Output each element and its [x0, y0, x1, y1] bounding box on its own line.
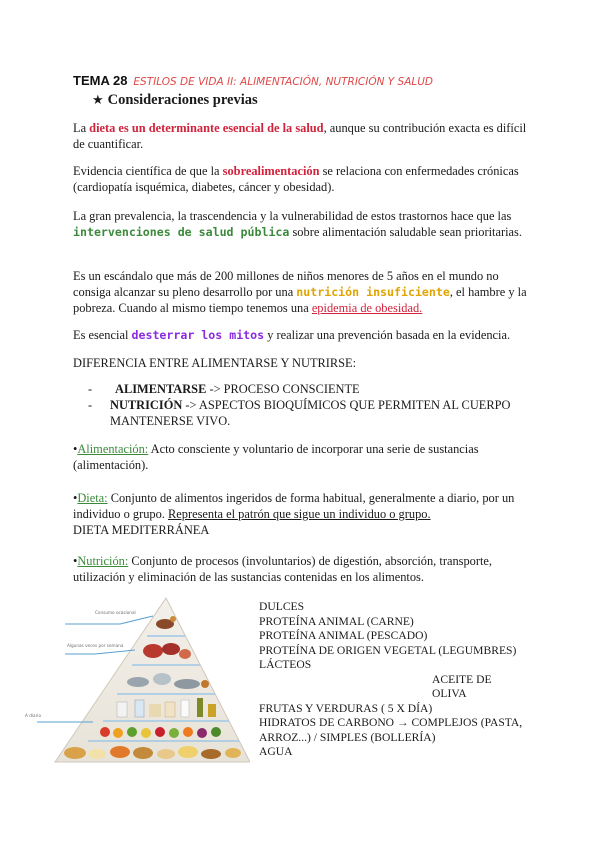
p1-highlight: dieta es un determinante esencial de la salud [89, 121, 324, 135]
p5-highlight: desterrar los mitos [131, 328, 265, 342]
list-item [88, 381, 528, 397]
food-group-list [259, 600, 539, 760]
definition-dieta [73, 490, 533, 538]
bullet-term: ALIMENTARSE [115, 382, 207, 396]
star-icon: ★ [92, 93, 104, 108]
list-item [88, 397, 528, 429]
p2-highlight: sobrealimentación [222, 164, 320, 178]
food-item-oliva: OLIVA [432, 687, 467, 700]
paragraph-sobrealimentacion [73, 163, 533, 195]
paragraph-mitos [73, 327, 533, 343]
bullet-term: NUTRICIÓN [110, 398, 183, 412]
def-underlined: Representa el patrón que sigue un individuo o grupo. [168, 507, 431, 521]
label-consumo-ocasional: Consumo ocasional [95, 610, 136, 615]
fruits-vegetables-icon [100, 727, 221, 738]
bullet-text: -> PROCESO CONSCIENTE [206, 382, 360, 396]
definition-nutricion [73, 553, 533, 585]
p2-text-a: Evidencia científica de que la [73, 164, 223, 178]
p5-text-c: y realizar una prevención basada en la evidencia. [264, 328, 511, 342]
def-text: Conjunto de alimentos ingeridos de forma habitual, generalmente a diario, por un individuo o grupo. [73, 491, 515, 521]
bullet-text: -> ASPECTOS BIOQUÍMICOS QUE PERMITEN AL CUERPO MANTENERSE VIVO. [110, 398, 511, 428]
food-item-pescado: PROTEÍNA ANIMAL (PESCADO) [259, 629, 428, 642]
p3-highlight: intervenciones de salud pública [73, 225, 290, 239]
food-item-vegetal: PROTEÍNA DE ORIGEN VEGETAL (LEGUMBRES) [259, 643, 517, 657]
definition-alimentacion [73, 441, 533, 473]
p4-underlined: epidemia de obesidad. [311, 301, 423, 315]
bullet-list [88, 381, 528, 429]
food-item-agua: AGUA [259, 745, 293, 758]
p3-text-c: sobre alimentación saludable sean prioritarias. [289, 225, 522, 239]
food-pyramid-image [25, 596, 250, 766]
p4-highlight: nutrición insuficiente [296, 285, 450, 299]
p3-text-a: La gran prevalencia, la trascendencia y la vulnerabilidad de estos trastornos hace que las [73, 209, 512, 223]
pyramid-outline [55, 598, 250, 762]
diferencia-heading: DIFERENCIA ENTRE ALIMENTARSE Y NUTRIRSE: [73, 356, 357, 370]
paragraph-escandalo [73, 268, 533, 316]
def-text: Conjunto de procesos (involuntarios) de digestión, absorción, transporte, utilización y eliminación de las sustancias contenidas en los alimentos. [73, 554, 493, 584]
food-item-lacteos: LÁCTEOS [259, 658, 312, 671]
food-item-frutas: FRUTAS Y VERDURAS ( 5 X DÍA) [259, 701, 433, 715]
paragraph-intervenciones [73, 208, 533, 240]
bullet-dash: - [88, 398, 93, 412]
def-mark: • [73, 442, 78, 456]
p4-text-c: , el hambre y la pobreza. Cuando al mismo tiempo tenemos una [73, 285, 527, 315]
p5-text-a: Es esencial [73, 328, 132, 342]
tema-number: TEMA 28 [73, 73, 128, 88]
def-term: Dieta: [77, 491, 108, 505]
label-algunas-veces: Algunas veces por semana [67, 643, 124, 648]
section-heading-text: Consideraciones previas [107, 92, 258, 108]
food-item-dulces: DULCES [259, 600, 305, 613]
def-mark: • [73, 491, 78, 505]
food-item-carne: PROTEÍNA ANIMAL (CARNE) [259, 614, 414, 628]
food-item-aceite: ACEITE DE [432, 672, 492, 686]
paragraph-dieta-determinante [73, 120, 533, 152]
def-term: Alimentación: [77, 442, 149, 456]
p4-text-a: Es un escándalo que más de 200 millones de niños menores de 5 años en el mundo no consiga alcanzar su pleno desarrollo por una [73, 269, 499, 299]
p2-text-c: se relaciona con enfermedades crónicas (cardiopatía isquémica, diabetes, cáncer y obesidad). [73, 164, 519, 194]
section-heading [92, 92, 258, 109]
def-term: Nutrición: [77, 554, 129, 568]
p1-text-a: La [73, 121, 90, 135]
def-text: Acto consciente y voluntario de incorporar una serie de sustancias (alimentación). [73, 442, 479, 472]
title-row [73, 73, 433, 90]
bullet-dash: - [88, 382, 93, 396]
tema-topic: ESTILOS DE VIDA II: ALIMENTACIÓN, NUTRICIÓN Y SALUD [133, 76, 434, 88]
dieta-mediterranea: DIETA MEDITERRÁNEA [73, 523, 210, 537]
def-mark: • [73, 554, 78, 568]
food-item-hidratos: HIDRATOS DE CARBONO → COMPLEJOS (PASTA, ARROZ...) / SIMPLES (BOLLERÍA) [259, 716, 523, 744]
label-a-diario: A diario [25, 713, 42, 718]
p1-text-c: , aunque su contribución exacta es difícil de cuantificar. [73, 121, 527, 151]
